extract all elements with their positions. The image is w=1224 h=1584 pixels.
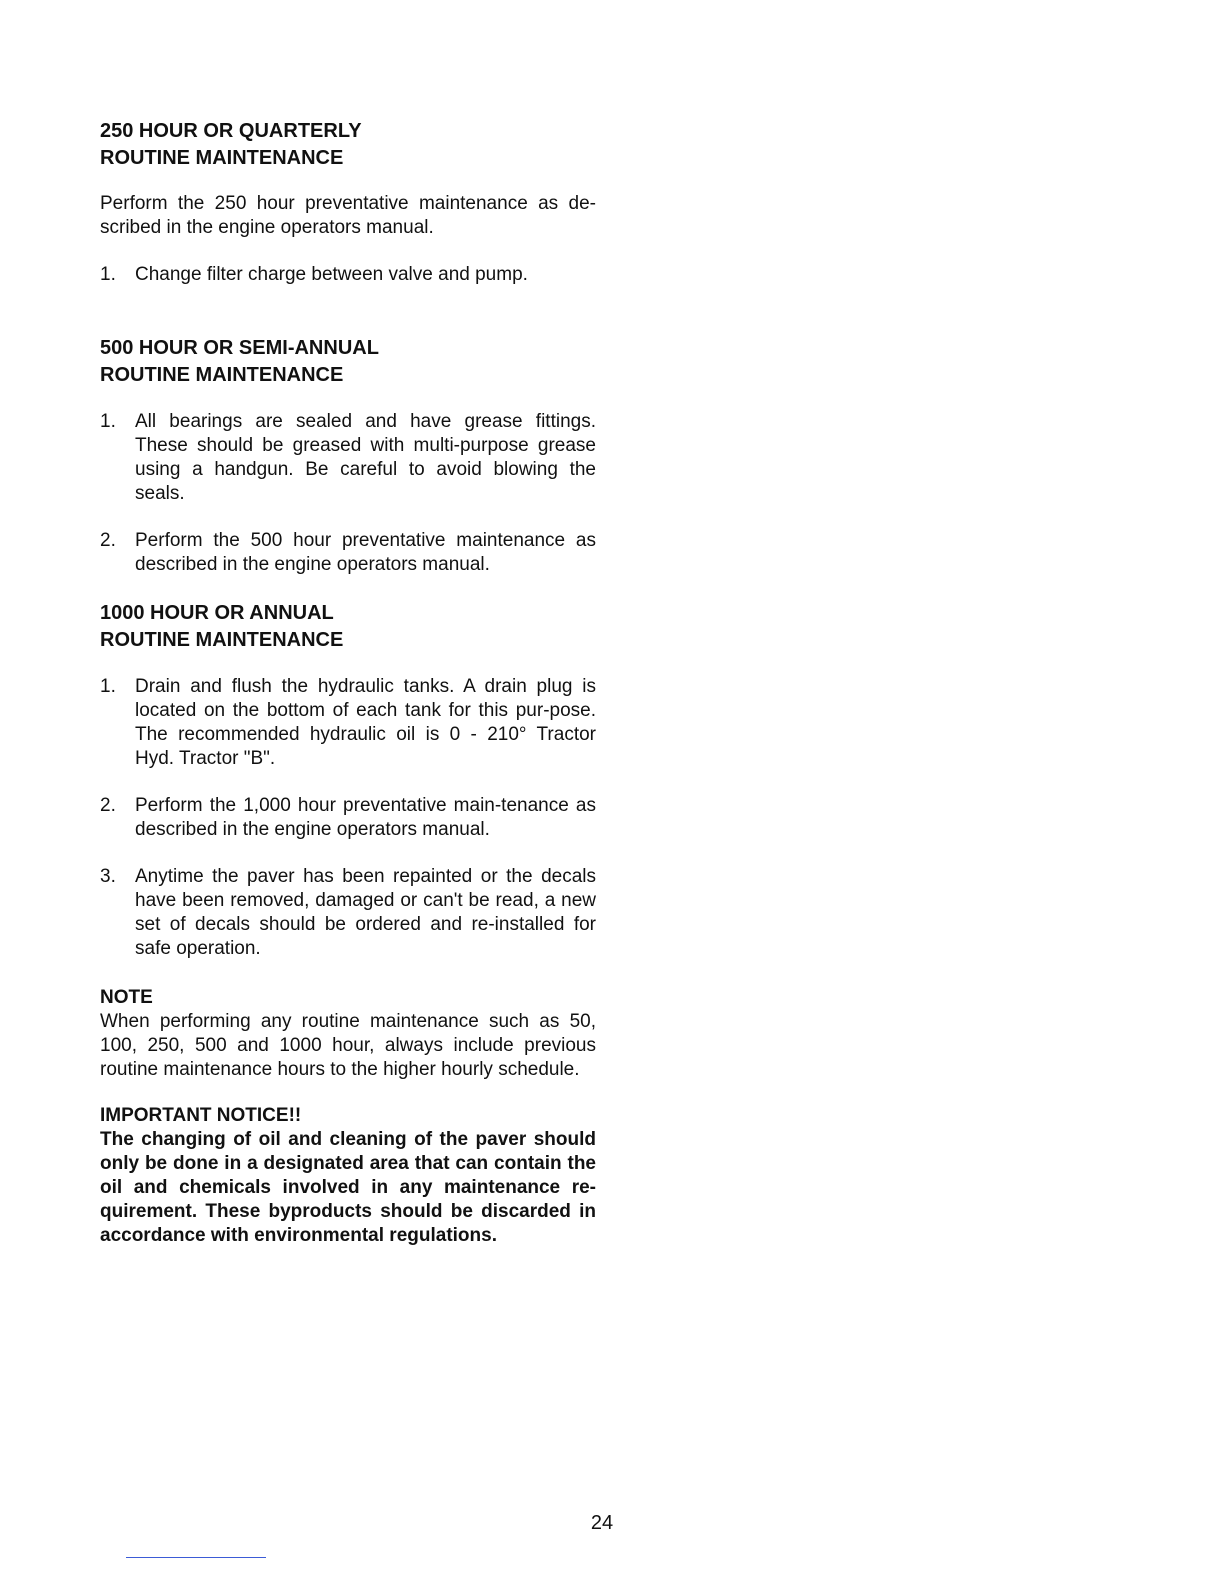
notice-title: IMPORTANT NOTICE!! (100, 1105, 302, 1126)
item-text: Drain and flush the hydraulic tanks. A drain plug is located on the bottom of each tank for this pur-pose. The recommended hydraulic oil is 0 - 210° Tractor Hyd. Tractor "B". (135, 676, 596, 769)
page-content (100, 118, 596, 1248)
item-text: Anytime the paver has been repainted or the decals have been removed, damaged or can't be read, a new set of decals should be ordered and re-installed for safe operation. (135, 866, 596, 959)
heading-line-1: 500 HOUR OR SEMI-ANNUAL (100, 337, 379, 359)
maintenance-list (100, 263, 596, 287)
item-text: Perform the 500 hour preventative maintenance as described in the engine operators manual. (135, 530, 596, 575)
maintenance-list (100, 410, 596, 577)
section-heading (100, 600, 596, 654)
section-1000-hour (100, 600, 596, 961)
item-number: 1. (100, 264, 116, 285)
list-item (100, 675, 596, 771)
list-item (100, 410, 596, 506)
item-text: Perform the 1,000 hour preventative main-tenance as described in the engine operators manual. (135, 795, 596, 840)
item-number: 1. (100, 676, 116, 697)
note-block (100, 986, 596, 1082)
item-number: 2. (100, 530, 116, 551)
note-title: NOTE (100, 987, 153, 1008)
section-intro: Perform the 250 hour preventative maintenance as de-scribed in the engine operators manual. (100, 193, 596, 238)
item-number: 2. (100, 795, 116, 816)
item-number: 3. (100, 866, 116, 887)
heading-line-2: ROUTINE MAINTENANCE (100, 629, 344, 651)
section-heading (100, 118, 596, 172)
page-number: 24 (590, 1512, 614, 1534)
heading-line-1: 1000 HOUR OR ANNUAL (100, 602, 334, 624)
important-notice-block (100, 1104, 596, 1248)
item-number: 1. (100, 411, 116, 432)
notice-text: The changing of oil and cleaning of the paver should only be done in a designated area that can contain the oil and chemicals involved in any maintenance re-quirement. These byproducts should be discarded in accordance with environmental regulations. (100, 1129, 596, 1246)
list-item (100, 794, 596, 842)
heading-line-2: ROUTINE MAINTENANCE (100, 364, 344, 386)
item-text: Change filter charge between valve and pump. (135, 264, 528, 285)
item-text: All bearings are sealed and have grease fittings. These should be greased with multi-purpose grease using a handgun. Be careful to avoid blowing the seals. (135, 411, 596, 504)
note-text: When performing any routine maintenance such as 50, 100, 250, 500 and 1000 hour, always include previous routine maintenance hours to the higher hourly schedule. (100, 1011, 596, 1080)
list-item (100, 263, 596, 287)
section-250-hour (100, 118, 596, 287)
section-heading (100, 335, 596, 389)
heading-line-1: 250 HOUR OR QUARTERLY (100, 120, 362, 142)
list-item (100, 865, 596, 961)
list-item (100, 529, 596, 577)
heading-line-2: ROUTINE MAINTENANCE (100, 147, 344, 169)
section-500-hour (100, 335, 596, 577)
maintenance-list (100, 675, 596, 961)
footer-rule (126, 1557, 266, 1558)
